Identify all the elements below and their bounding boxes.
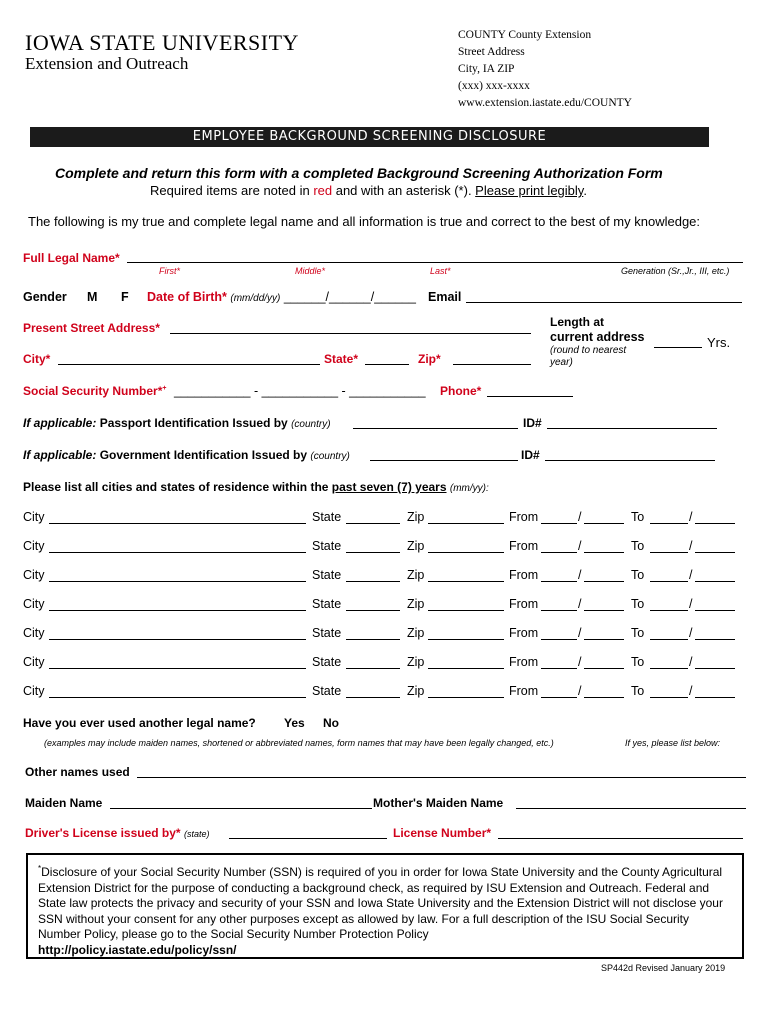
residence-state-label: State — [312, 597, 342, 611]
date-slash: / — [689, 539, 693, 553]
city-field[interactable] — [58, 364, 320, 365]
residence-heading-text: Please list all cities and states of residence within the — [23, 480, 332, 494]
residence-to-label: To — [631, 539, 645, 553]
passport-row — [23, 416, 331, 430]
passport-label: Passport Identification Issued by — [96, 416, 292, 430]
residence-city-label: City — [23, 684, 45, 698]
residence-to-year[interactable] — [695, 581, 735, 582]
residence-to-month[interactable] — [650, 581, 688, 582]
truth-statement: The following is my true and complete legal name and all information is true and correct to the best of my knowledge: — [28, 214, 701, 229]
office-address — [458, 27, 632, 112]
residence-state-field[interactable] — [346, 697, 400, 698]
residence-heading-period: past seven (7) years — [331, 480, 447, 494]
residence-from-month[interactable] — [541, 639, 577, 640]
required-note — [150, 183, 587, 198]
other-name-if-yes: If yes, please list below: — [625, 738, 721, 748]
residence-zip-field[interactable] — [428, 639, 504, 640]
email-label: Email — [428, 290, 462, 304]
residence-city-field[interactable] — [49, 639, 306, 640]
residence-city-label: City — [23, 655, 45, 669]
residence-from-year[interactable] — [584, 668, 624, 669]
residence-row — [23, 597, 743, 615]
residence-to-label: To — [631, 684, 645, 698]
state-label: State* — [324, 352, 359, 366]
dob-label: Date of Birth* — [147, 290, 227, 304]
residence-zip-field[interactable] — [428, 552, 504, 553]
government-row — [23, 448, 350, 462]
residence-zip-label: Zip — [407, 568, 425, 582]
residence-state-label: State — [312, 655, 342, 669]
residence-state-label: State — [312, 568, 342, 582]
other-name-examples: (examples may include maiden names, shortened or abbreviated names, form names that may have been legally changed, etc.) — [44, 738, 554, 748]
residence-from-year[interactable] — [584, 581, 624, 582]
residence-state-field[interactable] — [346, 639, 400, 640]
residence-from-month[interactable] — [541, 552, 577, 553]
license-state-field[interactable] — [229, 838, 387, 839]
date-slash: / — [578, 684, 582, 698]
residence-from-year[interactable] — [584, 639, 624, 640]
ssn-footnote-mark: + — [162, 385, 167, 392]
state-field[interactable] — [365, 364, 409, 365]
required-note-end: . — [583, 183, 587, 198]
residence-to-month[interactable] — [650, 668, 688, 669]
date-slash: / — [578, 655, 582, 669]
form-title-banner: EMPLOYEE BACKGROUND SCREENING DISCLOSURE — [30, 127, 709, 147]
date-slash: / — [578, 539, 582, 553]
round-note-year: year) — [550, 357, 573, 368]
residence-zip-field[interactable] — [428, 581, 504, 582]
middle-name-caption: Middle* — [295, 266, 326, 276]
residence-from-label: From — [509, 684, 539, 698]
residence-to-year[interactable] — [695, 639, 735, 640]
mothers-maiden-name-label: Mother's Maiden Name — [373, 796, 504, 810]
email-field[interactable] — [466, 302, 742, 303]
date-slash: / — [578, 568, 582, 582]
date-slash: / — [689, 510, 693, 524]
residence-state-label: State — [312, 510, 342, 524]
residence-from-month[interactable] — [541, 610, 577, 611]
other-names-label: Other names used — [25, 765, 130, 779]
gender-option-f[interactable]: F — [121, 290, 129, 304]
government-country-caption: (country) — [310, 451, 350, 462]
date-slash: / — [689, 655, 693, 669]
required-note-red: red — [313, 183, 333, 198]
passport-id-label: ID# — [523, 416, 542, 430]
residence-city-field[interactable] — [49, 668, 306, 669]
phone-label: Phone* — [440, 384, 482, 398]
residence-city-label: City — [23, 539, 45, 553]
residence-to-month[interactable] — [650, 697, 688, 698]
passport-prefix: If applicable: — [23, 416, 97, 430]
address-line: City, IA ZIP — [458, 63, 515, 75]
residence-row — [23, 510, 743, 528]
residence-to-month[interactable] — [650, 639, 688, 640]
residence-to-month[interactable] — [650, 523, 688, 524]
residence-zip-field[interactable] — [428, 523, 504, 524]
license-issued-label: Driver's License issued by* — [25, 826, 181, 840]
residence-to-year[interactable] — [695, 610, 735, 611]
residence-zip-field[interactable] — [428, 668, 504, 669]
other-name-yes[interactable]: Yes — [284, 716, 305, 730]
residence-city-label: City — [23, 510, 45, 524]
residence-to-label: To — [631, 626, 645, 640]
ssn-policy-link[interactable]: http://policy.iastate.edu/policy/ssn/ — [38, 942, 237, 957]
dob-field-group — [147, 290, 416, 304]
residence-from-label: From — [509, 655, 539, 669]
form-revision: SP442d Revised January 2019 — [601, 963, 726, 973]
date-slash: / — [689, 684, 693, 698]
residence-heading-format: (mm/yy): — [449, 483, 489, 494]
residence-zip-label: Zip — [407, 684, 425, 698]
dob-field[interactable]: ______/______/______ — [283, 290, 416, 304]
current-address-label: current address — [550, 330, 645, 344]
residence-zip-field[interactable] — [428, 610, 504, 611]
date-slash: / — [689, 597, 693, 611]
residence-city-field[interactable] — [49, 523, 306, 524]
government-id-label: ID# — [521, 448, 540, 462]
residence-from-month[interactable] — [541, 668, 577, 669]
maiden-name-field[interactable] — [110, 808, 372, 809]
residence-state-field[interactable] — [346, 523, 400, 524]
residence-city-label: City — [23, 626, 45, 640]
residence-zip-label: Zip — [407, 655, 425, 669]
residence-row — [23, 568, 743, 586]
date-slash: / — [578, 510, 582, 524]
residence-state-label: State — [312, 539, 342, 553]
date-slash: / — [689, 626, 693, 640]
address-line: www.extension.iastate.edu/COUNTY — [458, 97, 632, 109]
residence-state-label: State — [312, 684, 342, 698]
print-legibly-note: Please print legibly — [475, 183, 584, 198]
full-legal-name-label: Full Legal Name* — [23, 251, 120, 265]
residence-from-year[interactable] — [584, 523, 624, 524]
residence-from-label: From — [509, 510, 539, 524]
gender-option-m[interactable]: M — [87, 290, 98, 304]
residence-from-month[interactable] — [541, 581, 577, 582]
date-slash: / — [578, 597, 582, 611]
passport-country-caption: (country) — [291, 419, 331, 430]
residence-state-field[interactable] — [346, 552, 400, 553]
date-slash: / — [578, 626, 582, 640]
date-slash: / — [689, 568, 693, 582]
length-at-label: Length at — [550, 315, 604, 329]
residence-city-field[interactable] — [49, 697, 306, 698]
passport-id-field[interactable] — [547, 428, 717, 429]
ssn-field[interactable]: ___________ - ___________ - ___________ — [174, 384, 426, 398]
residence-to-month[interactable] — [650, 552, 688, 553]
required-note-text-2: and with an asterisk (*). — [332, 183, 476, 198]
disclosure-text: Disclosure of your Social Security Number (SSN) is required of you in order for Iowa State University and the County Agricultural Extension District for the purpose of conducting a background check, as required by ISU Extension and Outreach. Federal and State law protects the privacy and security of your SSN and Iowa State University and the Extension District will not disclose your SSN without your consent for any other purposes except as allowed by law. For a full description of the ISU Social Security Number Policy, please go to the Social Security Number Protection Policy — [38, 865, 723, 941]
street-address-field[interactable] — [170, 333, 531, 334]
residence-zip-label: Zip — [407, 626, 425, 640]
gender-label: Gender — [23, 290, 67, 304]
ssn-label — [23, 384, 166, 398]
residence-from-label: From — [509, 597, 539, 611]
license-number-field[interactable] — [498, 838, 743, 839]
other-names-field[interactable] — [137, 777, 746, 778]
form-instructions-heading: Complete and return this form with a completed Background Screening Authorization Form — [55, 165, 663, 181]
residence-from-year[interactable] — [584, 552, 624, 553]
residence-from-month[interactable] — [541, 697, 577, 698]
residence-state-field[interactable] — [346, 610, 400, 611]
last-name-caption: Last* — [430, 266, 451, 276]
zip-field[interactable] — [453, 364, 531, 365]
disclosure-star: * — [38, 864, 42, 873]
city-label: City* — [23, 352, 51, 366]
logo-university-name: IOWA STATE UNIVERSITY — [25, 30, 299, 55]
other-name-question: Have you ever used another legal name? — [23, 716, 256, 730]
residence-zip-label: Zip — [407, 539, 425, 553]
zip-label: Zip* — [418, 352, 441, 366]
residence-row — [23, 539, 743, 557]
years-label: Yrs. — [707, 335, 731, 350]
round-note: (round to nearest — [550, 345, 627, 356]
required-note-text: Required items are noted in — [150, 183, 314, 198]
residence-heading — [23, 480, 489, 494]
residence-state-field[interactable] — [346, 668, 400, 669]
government-label: Government Identification Issued by — [96, 448, 311, 462]
residence-state-field[interactable] — [346, 581, 400, 582]
address-line: (xxx) xxx-xxxx — [458, 80, 530, 92]
residence-to-year[interactable] — [695, 552, 735, 553]
residence-zip-label: Zip — [407, 510, 425, 524]
street-address-label: Present Street Address* — [23, 321, 160, 335]
residence-row — [23, 626, 743, 644]
residence-to-year[interactable] — [695, 668, 735, 669]
residence-from-year[interactable] — [584, 610, 624, 611]
address-line: COUNTY County Extension — [458, 29, 592, 41]
passport-country-field[interactable] — [353, 428, 518, 429]
phone-field[interactable] — [487, 396, 573, 397]
residence-to-label: To — [631, 568, 645, 582]
ssn-disclosure-text-block — [38, 861, 732, 958]
first-name-caption: First* — [159, 266, 180, 276]
government-country-field[interactable] — [370, 460, 518, 461]
residence-to-month[interactable] — [650, 610, 688, 611]
mothers-maiden-name-field[interactable] — [516, 808, 746, 809]
government-prefix: If applicable: — [23, 448, 97, 462]
residence-row — [23, 684, 743, 702]
residence-row — [23, 655, 743, 673]
residence-to-label: To — [631, 597, 645, 611]
residence-city-label: City — [23, 568, 45, 582]
residence-from-year[interactable] — [584, 697, 624, 698]
license-row — [25, 826, 209, 840]
residence-city-label: City — [23, 597, 45, 611]
residence-from-label: From — [509, 626, 539, 640]
generation-caption: Generation (Sr.,Jr., III, etc.) — [621, 266, 730, 276]
license-number-label: License Number* — [393, 826, 492, 840]
maiden-name-label: Maiden Name — [25, 796, 103, 810]
residence-city-field[interactable] — [49, 552, 306, 553]
years-field[interactable] — [654, 347, 702, 348]
government-id-field[interactable] — [545, 460, 715, 461]
license-state-caption: (state) — [183, 829, 210, 839]
ssn-disclosure-box — [26, 853, 744, 959]
ssn-label-text: Social Security Number* — [23, 384, 163, 398]
residence-from-month[interactable] — [541, 523, 577, 524]
residence-to-label: To — [631, 510, 645, 524]
address-line: Street Address — [458, 46, 525, 58]
residence-to-label: To — [631, 655, 645, 669]
residence-city-field[interactable] — [49, 610, 306, 611]
residence-state-label: State — [312, 626, 342, 640]
residence-city-field[interactable] — [49, 581, 306, 582]
dob-format: (mm/dd/yy) — [230, 293, 281, 304]
residence-to-year[interactable] — [695, 697, 735, 698]
other-name-no[interactable]: No — [323, 716, 339, 730]
residence-from-label: From — [509, 539, 539, 553]
residence-from-label: From — [509, 568, 539, 582]
residence-zip-label: Zip — [407, 597, 425, 611]
residence-to-year[interactable] — [695, 523, 735, 524]
residence-zip-field[interactable] — [428, 697, 504, 698]
full-legal-name-field[interactable] — [127, 262, 743, 263]
logo-extension-name: Extension and Outreach — [25, 54, 189, 73]
